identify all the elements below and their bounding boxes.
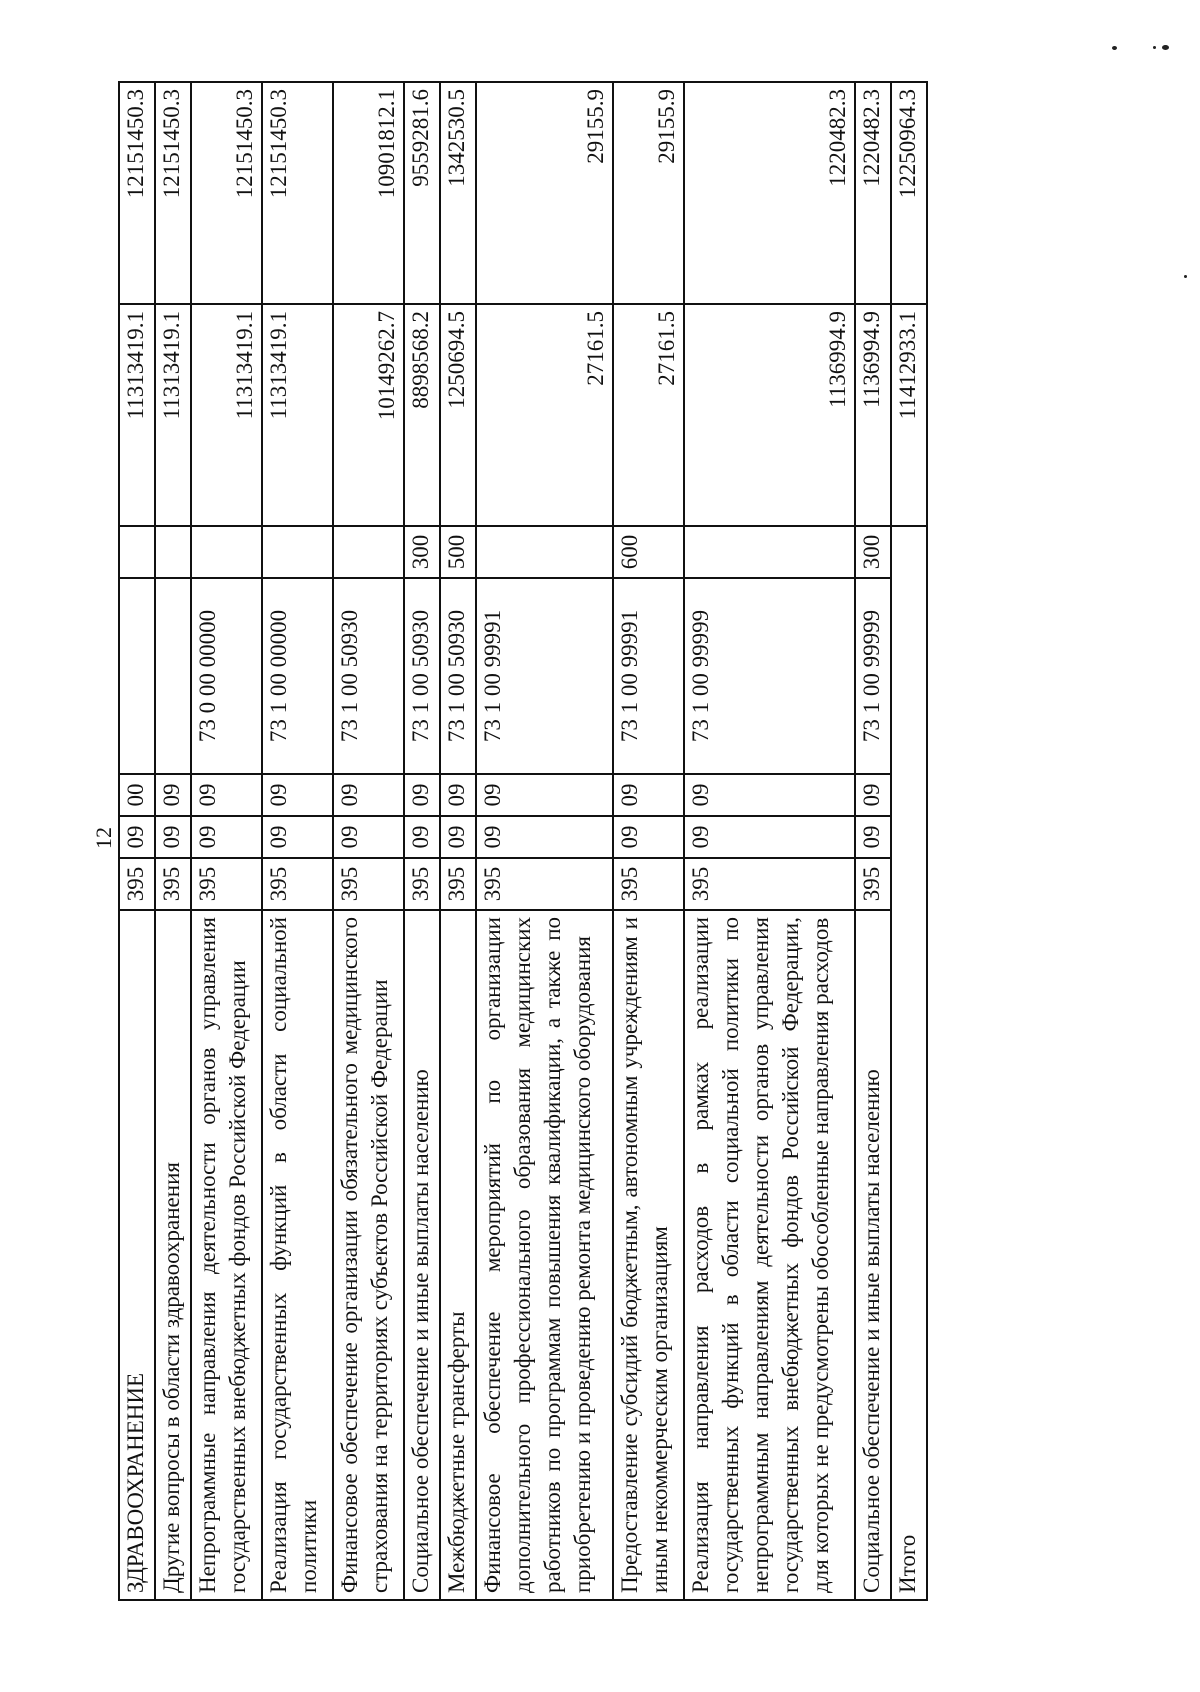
- pr-code: 09: [613, 774, 684, 816]
- table-row: [684, 82, 855, 1600]
- total-value-year-2: 12250964.3: [891, 82, 927, 304]
- value-year-1: 27161.5: [613, 304, 684, 526]
- gr-code: 395: [476, 858, 613, 910]
- pr-code: 09: [191, 774, 262, 816]
- budget-table-rotated: [118, 83, 928, 1601]
- value-year-1: 27161.5: [476, 304, 613, 526]
- table-row: [191, 82, 262, 1600]
- value-year-1: 11313419.1: [191, 304, 262, 526]
- csr-code: 73 1 00 99991: [476, 578, 613, 774]
- vr-code: [155, 526, 191, 578]
- value-year-2: 12151450.3: [191, 82, 262, 304]
- gr-code: 395: [613, 858, 684, 910]
- row-name: Реализация направления расходов в рамках реализации государственных функций в области социальной политики по непрограммным направлениям деятельности органов управления государственных внебюджетных фондов Российской Федерации, для которых не предусмотрены обособленные направления расходов: [684, 910, 855, 1600]
- vr-code: 300: [404, 526, 440, 578]
- csr-code: [155, 578, 191, 774]
- csr-code: 73 1 00 50930: [404, 578, 440, 774]
- rz-code: 09: [191, 816, 262, 858]
- vr-code: 300: [855, 526, 891, 578]
- csr-code: 73 1 00 99999: [855, 578, 891, 774]
- row-name: Предоставление субсидий бюджетным, автономным учреждениям и иным некоммерческим организациям: [613, 910, 684, 1600]
- page-number: 12: [91, 827, 116, 849]
- scan-speck: [1184, 275, 1187, 278]
- value-year-1: 11313419.1: [262, 304, 333, 526]
- table-row: [476, 82, 613, 1600]
- table-row: [333, 82, 404, 1600]
- rz-code: 09: [613, 816, 684, 858]
- vr-code: 500: [440, 526, 476, 578]
- value-year-2: 12151450.3: [262, 82, 333, 304]
- rz-code: 09: [855, 816, 891, 858]
- csr-code: 73 1 00 99991: [613, 578, 684, 774]
- scan-speck: [1153, 46, 1156, 49]
- pr-code: 09: [155, 774, 191, 816]
- csr-code: 73 1 00 00000: [262, 578, 333, 774]
- gr-code: 395: [684, 858, 855, 910]
- row-name: Социальное обеспечение и иные выплаты населению: [855, 910, 891, 1600]
- gr-code: 395: [119, 858, 155, 910]
- pr-code: 09: [684, 774, 855, 816]
- rz-code: 09: [155, 816, 191, 858]
- total-row: [891, 82, 927, 1600]
- pr-code: 09: [333, 774, 404, 816]
- value-year-1: 8898568.2: [404, 304, 440, 526]
- rz-code: 09: [262, 816, 333, 858]
- value-year-1: 11313419.1: [119, 304, 155, 526]
- gr-code: 395: [404, 858, 440, 910]
- pr-code: 09: [262, 774, 333, 816]
- vr-code: [119, 526, 155, 578]
- table-row: [155, 82, 191, 1600]
- value-year-1: 1136994.9: [855, 304, 891, 526]
- value-year-1: 11313419.1: [155, 304, 191, 526]
- gr-code: 395: [191, 858, 262, 910]
- value-year-1: 1136994.9: [684, 304, 855, 526]
- value-year-2: 1220482.3: [684, 82, 855, 304]
- value-year-2: 1220482.3: [855, 82, 891, 304]
- value-year-2: 12151450.3: [155, 82, 191, 304]
- vr-code: [684, 526, 855, 578]
- value-year-2: 12151450.3: [119, 82, 155, 304]
- gr-code: 395: [155, 858, 191, 910]
- pr-code: 09: [476, 774, 613, 816]
- rz-code: 09: [684, 816, 855, 858]
- row-name: Социальное обеспечение и иные выплаты населению: [404, 910, 440, 1600]
- gr-code: 395: [262, 858, 333, 910]
- pr-code: 09: [404, 774, 440, 816]
- row-name: Реализация государственных функций в области социальной политики: [262, 910, 333, 1600]
- rz-code: 09: [476, 816, 613, 858]
- vr-code: [476, 526, 613, 578]
- value-year-2: 10901812.1: [333, 82, 404, 304]
- row-name: Межбюджетные трансферты: [440, 910, 476, 1600]
- budget-table: [118, 81, 928, 1601]
- scan-speck: [1112, 46, 1117, 50]
- scan-speck: [1162, 45, 1169, 50]
- vr-code: [262, 526, 333, 578]
- csr-code: 73 0 00 00000: [191, 578, 262, 774]
- value-year-2: 9559281.6: [404, 82, 440, 304]
- total-value-year-1: 11412933.1: [891, 304, 927, 526]
- value-year-2: 29155.9: [476, 82, 613, 304]
- row-name: ЗДРАВООХРАНЕНИЕ: [119, 910, 155, 1600]
- table-row: [440, 82, 476, 1600]
- gr-code: 395: [333, 858, 404, 910]
- value-year-1: 10149262.7: [333, 304, 404, 526]
- csr-code: [119, 578, 155, 774]
- table-row: [613, 82, 684, 1600]
- pr-code: 09: [440, 774, 476, 816]
- table-row: [404, 82, 440, 1600]
- row-name: Финансовое обеспечение мероприятий по организации дополнительного профессионального образования медицинских работников по программам повышения квалификации, а также по приобретению и проведению ремонта медицинского оборудования: [476, 910, 613, 1600]
- rz-code: 09: [333, 816, 404, 858]
- value-year-2: 1342530.5: [440, 82, 476, 304]
- value-year-2: 29155.9: [613, 82, 684, 304]
- vr-code: [333, 526, 404, 578]
- gr-code: 395: [855, 858, 891, 910]
- gr-code: 395: [440, 858, 476, 910]
- vr-code: [191, 526, 262, 578]
- rz-code: 09: [404, 816, 440, 858]
- row-name: Другие вопросы в области здравоохранения: [155, 910, 191, 1600]
- csr-code: 73 1 00 50930: [333, 578, 404, 774]
- table-row: [262, 82, 333, 1600]
- csr-code: 73 1 00 50930: [440, 578, 476, 774]
- total-label: Итого: [891, 526, 927, 1600]
- rz-code: 09: [440, 816, 476, 858]
- pr-code: 09: [855, 774, 891, 816]
- vr-code: 600: [613, 526, 684, 578]
- value-year-1: 1250694.5: [440, 304, 476, 526]
- row-name: Финансовое обеспечение организации обязательного медицинского страхования на территориях субъектов Российской Федерации: [333, 910, 404, 1600]
- csr-code: 73 1 00 99999: [684, 578, 855, 774]
- row-name: Непрограммные направления деятельности органов управления государственных внебюджетных фондов Российской Федерации: [191, 910, 262, 1600]
- table-row: [119, 82, 155, 1600]
- pr-code: 00: [119, 774, 155, 816]
- rz-code: 09: [119, 816, 155, 858]
- table-row: [855, 82, 891, 1600]
